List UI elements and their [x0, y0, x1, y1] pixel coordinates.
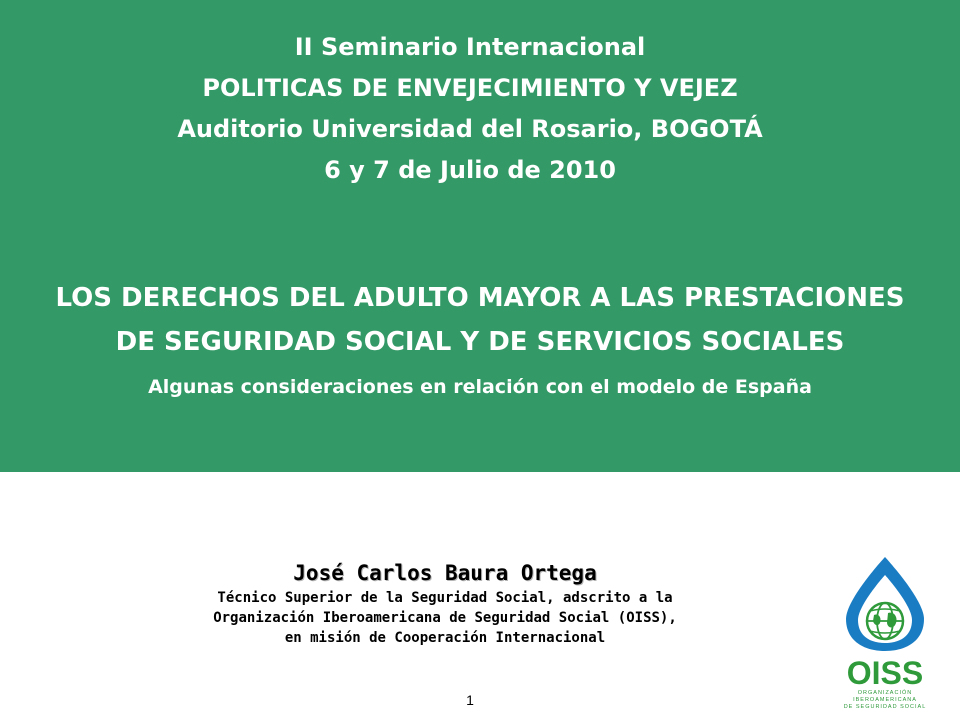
title-line-2: DE SEGURIDAD SOCIAL Y DE SERVICIOS SOCIALES	[115, 327, 845, 357]
author-name: José Carlos Baura Ortega	[293, 561, 597, 585]
oiss-logo	[838, 553, 932, 711]
page-number: 1	[466, 692, 474, 708]
author-role-3: en misión de Cooperación Internacional	[284, 630, 606, 646]
seminar-header	[0, 27, 940, 191]
author-block	[0, 558, 890, 648]
logo-sub-2: IBEROAMERICANA	[853, 697, 917, 703]
seminar-topic: POLITICAS DE ENVEJECIMIENTO Y VEJEZ	[202, 74, 738, 102]
logo-sub-1: ORGANIZACIÓN	[857, 690, 913, 696]
seminar-venue: Auditorio Universidad del Rosario, BOGOTÁ	[177, 115, 763, 143]
seminar-date: 6 y 7 de Julio de 2010	[324, 156, 616, 184]
title-line-1: LOS DERECHOS DEL ADULTO MAYOR A LAS PRESTACIONES	[55, 283, 905, 313]
presentation-title	[0, 276, 960, 364]
seminar-name: II Seminario Internacional	[294, 33, 646, 61]
drop-globe-icon	[838, 553, 932, 653]
presentation-subtitle: Algunas consideraciones en relación con el modelo de España	[148, 376, 812, 398]
author-role-2: Organización Iberoamericana de Seguridad Social (OISS),	[213, 610, 677, 626]
logo-sub-3: DE SEGURIDAD SOCIAL	[843, 704, 927, 710]
logo-label: OISS	[846, 655, 924, 691]
author-role-1: Técnico Superior de la Seguridad Social, adscrito a la	[217, 590, 673, 606]
